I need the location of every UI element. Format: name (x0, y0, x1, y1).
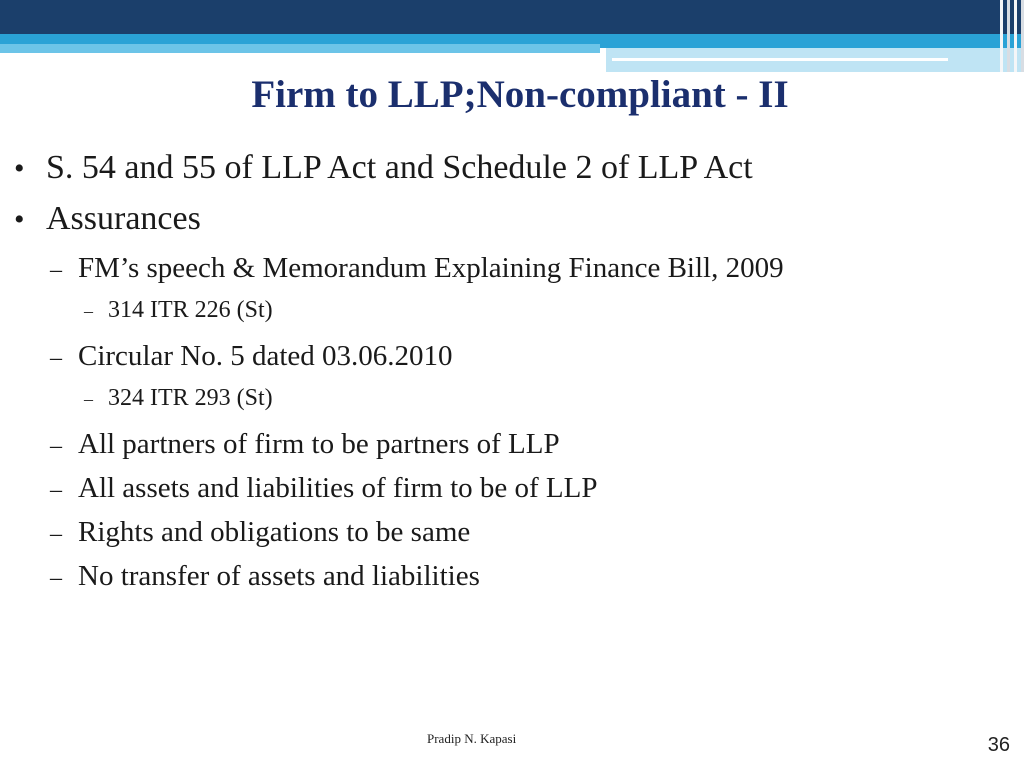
bullet-text: FM’s speech & Memorandum Explaining Finance Bill, 2009 (78, 252, 784, 284)
footer-author: Pradip N. Kapasi (427, 731, 517, 746)
bullet-text: S. 54 and 55 of LLP Act and Schedule 2 of LLP Act (46, 149, 753, 186)
header-band-dark (0, 0, 1024, 38)
dash-marker: – (50, 477, 62, 503)
sub-bullet-item (14, 558, 1004, 602)
dash-marker: – (50, 257, 62, 283)
dash-marker: – (84, 301, 93, 321)
sub-sub-bullet-item (14, 294, 1004, 338)
sub-bullet-item (14, 470, 1004, 514)
dash-marker: – (50, 565, 62, 591)
bullet-text: All assets and liabilities of firm to be of LLP (78, 472, 598, 504)
slide-title: Firm to LLP;Non-compliant - II (251, 73, 789, 116)
bullet-marker: • (14, 152, 25, 185)
header-band-light (0, 44, 600, 53)
sub-bullet-item (14, 426, 1004, 470)
sub-bullet-item (14, 338, 1004, 382)
dash-marker: – (50, 433, 62, 459)
bullet-item (14, 148, 1004, 199)
bullet-text: Circular No. 5 dated 03.06.2010 (78, 340, 453, 372)
bullet-text: 324 ITR 293 (St) (108, 385, 273, 411)
bullet-text: Rights and obligations to be same (78, 516, 471, 548)
page-number: 36 (987, 734, 1010, 756)
bullet-list (14, 148, 1004, 602)
bullet-text: Assurances (46, 200, 201, 237)
bullet-marker: • (14, 203, 25, 236)
sub-bullet-item (14, 250, 1004, 294)
dash-marker: – (84, 389, 93, 409)
header-stripes (984, 0, 1024, 72)
bullet-text: 314 ITR 226 (St) (108, 297, 273, 323)
dash-marker: – (50, 521, 62, 547)
bullet-text: No transfer of assets and liabilities (78, 560, 480, 592)
bullet-item (14, 199, 1004, 250)
header-notch-line (612, 58, 948, 61)
dash-marker: – (50, 345, 62, 371)
bullet-text: All partners of firm to be partners of LLP (78, 428, 560, 460)
sub-bullet-item (14, 514, 1004, 558)
sub-sub-bullet-item (14, 382, 1004, 426)
